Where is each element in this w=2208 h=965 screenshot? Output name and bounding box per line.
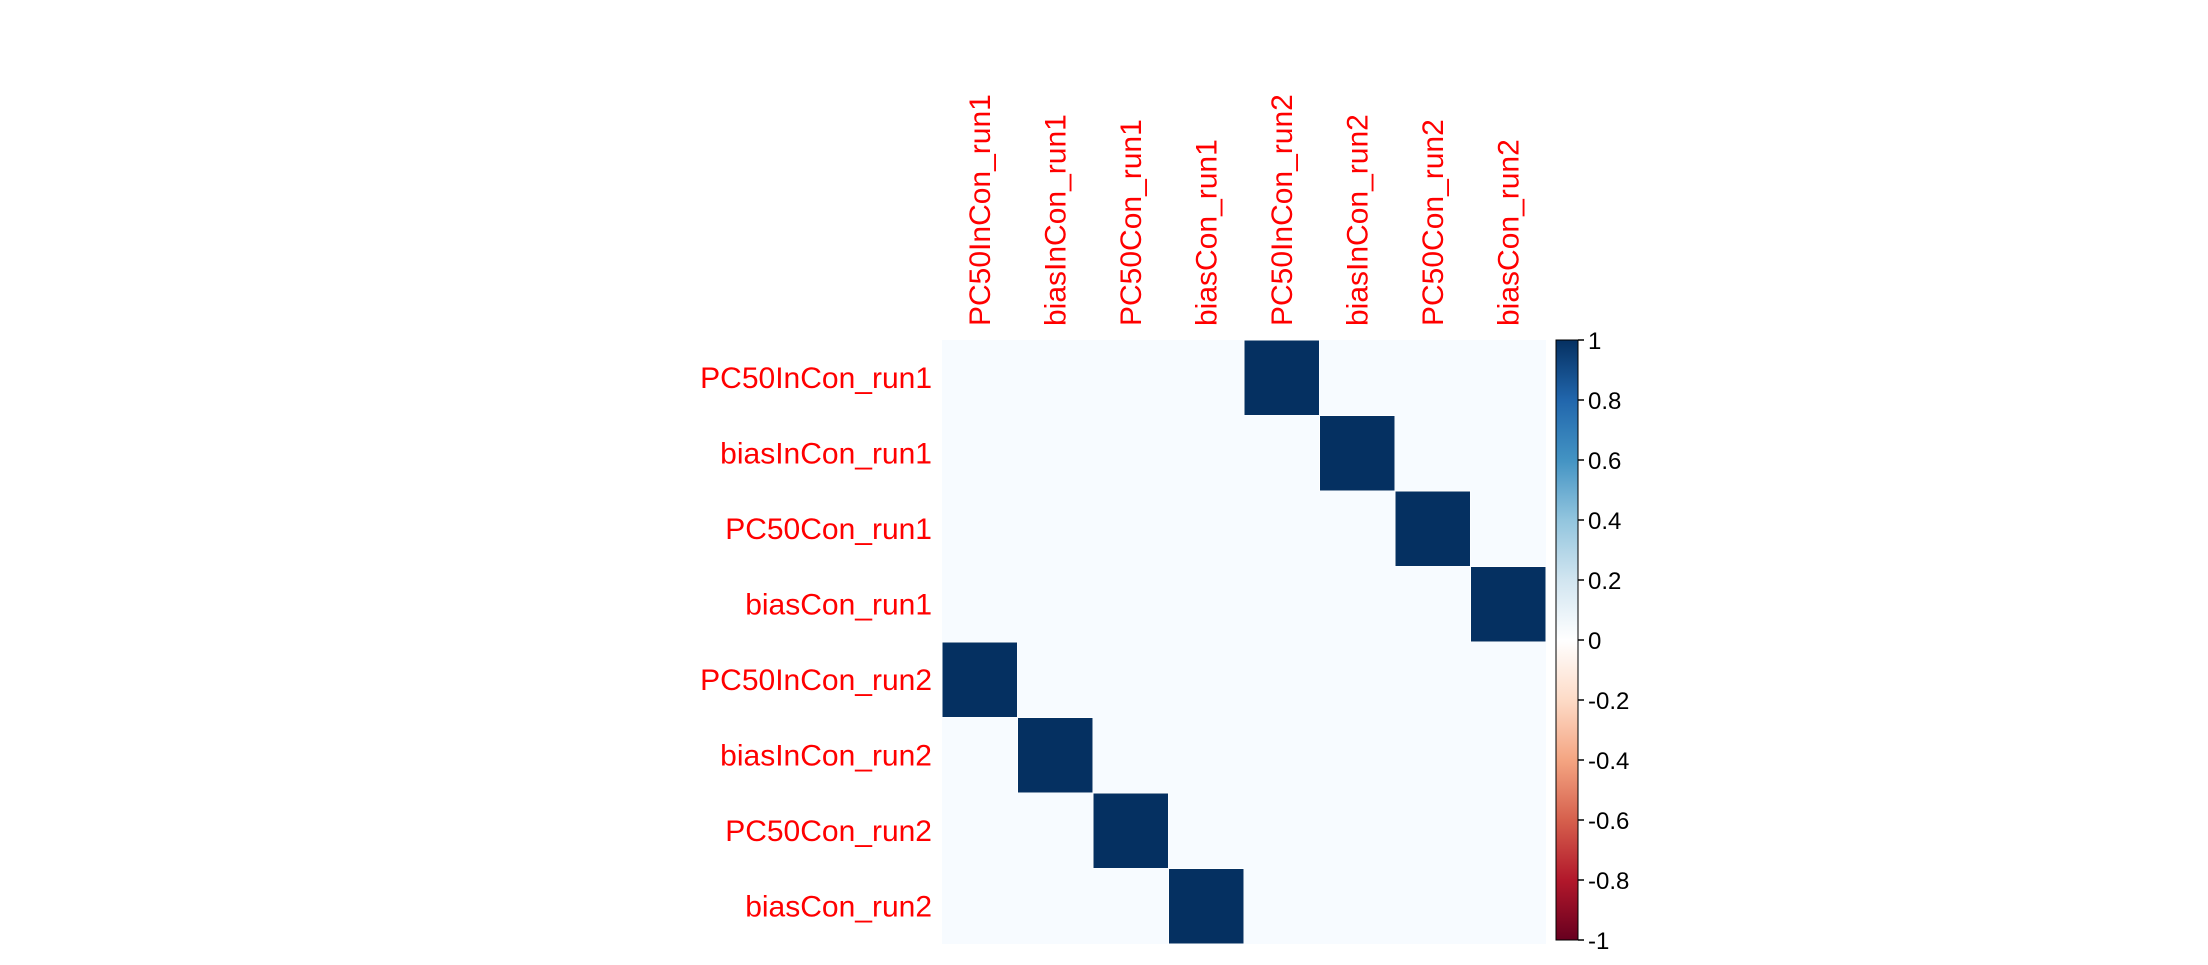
row-labels (700, 362, 932, 924)
heatmap-cell-r3-c7 (1395, 491, 1471, 567)
heatmap-cell-r4-c5 (1244, 567, 1320, 643)
heatmap-cell-r8-c6 (1320, 869, 1396, 945)
colorbar-tick-label: -0.8 (1588, 868, 1630, 895)
heatmap-cell-r6-c1 (942, 718, 1018, 794)
heatmap-cell-r4-c6 (1320, 567, 1396, 643)
heatmap-cell-r6-c6 (1320, 718, 1396, 794)
column-label: biasInCon_run1 (1039, 114, 1073, 326)
heatmap-cell-r5-c3 (1093, 642, 1169, 718)
heatmap-cell-r7-c4 (1169, 793, 1245, 869)
heatmap-cell-r7-c8 (1471, 793, 1547, 869)
heatmap-cell-r3-c6 (1320, 491, 1396, 567)
heatmap-cell-r1-c2 (1018, 340, 1094, 416)
heatmap-cell-r3-c2 (1018, 491, 1094, 567)
heatmap-cell-r2-c7 (1395, 416, 1471, 492)
heatmap-cell-r5-c1 (942, 642, 1018, 718)
heatmap-cell-r2-c6 (1320, 416, 1396, 492)
row-label: PC50Con_run1 (725, 512, 932, 546)
row-label: PC50Con_run2 (725, 814, 932, 848)
colorbar-tick-label: 1 (1588, 328, 1602, 355)
heatmap-cell-r6-c5 (1244, 718, 1320, 794)
column-label: PC50InCon_run1 (963, 94, 997, 326)
heatmap-cell-r7-c2 (1018, 793, 1094, 869)
heatmap-cell-r8-c1 (942, 869, 1018, 945)
heatmap-cell-r8-c5 (1244, 869, 1320, 945)
heatmap-cell-r8-c4 (1169, 869, 1245, 945)
heatmap-cell-r5-c4 (1169, 642, 1245, 718)
colorbar-tick-label: 0.8 (1588, 388, 1622, 415)
heatmap-cell-r4-c8 (1471, 567, 1547, 643)
colorbar-tick-label: 0.4 (1588, 508, 1622, 535)
heatmap-cell-r7-c5 (1244, 793, 1320, 869)
row-label: PC50InCon_run1 (700, 361, 932, 395)
row-label: biasInCon_run1 (720, 437, 932, 471)
column-label: PC50InCon_run2 (1265, 94, 1299, 326)
heatmap-cell-r3-c1 (942, 491, 1018, 567)
heatmap-cell-r7-c3 (1093, 793, 1169, 869)
heatmap-cell-r4-c2 (1018, 567, 1094, 643)
column-label: biasCon_run1 (1190, 139, 1224, 326)
colorbar (1556, 328, 1629, 955)
heatmap-cell-r1-c3 (1093, 340, 1169, 416)
heatmap-cell-r6-c7 (1395, 718, 1471, 794)
colorbar-tick-label: 0.2 (1588, 568, 1622, 595)
heatmap-cell-r4-c1 (942, 567, 1018, 643)
heatmap-cells (942, 340, 1546, 944)
colorbar-tick-label: 0 (1588, 628, 1602, 655)
heatmap-cell-r2-c4 (1169, 416, 1245, 492)
heatmap-cell-r1-c6 (1320, 340, 1396, 416)
column-label: biasInCon_run2 (1341, 114, 1375, 326)
heatmap-cell-r1-c1 (942, 340, 1018, 416)
heatmap-cell-r7-c6 (1320, 793, 1396, 869)
heatmap-cell-r5-c6 (1320, 642, 1396, 718)
heatmap-cell-r8-c8 (1471, 869, 1547, 945)
heatmap-cell-r2-c8 (1471, 416, 1547, 492)
heatmap-cell-r4-c7 (1395, 567, 1471, 643)
heatmap-cell-r3-c3 (1093, 491, 1169, 567)
heatmap-cell-r4-c3 (1093, 567, 1169, 643)
column-label: PC50Con_run2 (1416, 119, 1450, 326)
colorbar-tick-label: 0.6 (1588, 448, 1622, 475)
heatmap-cell-r6-c3 (1093, 718, 1169, 794)
colorbar-gradient (1556, 340, 1578, 940)
heatmap-cell-r1-c5 (1244, 340, 1320, 416)
heatmap-cell-r8-c3 (1093, 869, 1169, 945)
heatmap-cell-r8-c2 (1018, 869, 1094, 945)
heatmap-cell-r6-c2 (1018, 718, 1094, 794)
heatmap-cell-r2-c5 (1244, 416, 1320, 492)
column-label: PC50Con_run1 (1114, 119, 1148, 326)
heatmap-cell-r6-c4 (1169, 718, 1245, 794)
heatmap-cell-r1-c7 (1395, 340, 1471, 416)
heatmap-cell-r7-c7 (1395, 793, 1471, 869)
column-label: biasCon_run2 (1492, 139, 1526, 326)
heatmap-cell-r4-c4 (1169, 567, 1245, 643)
heatmap-cell-r7-c1 (942, 793, 1018, 869)
colorbar-tick-label: -0.6 (1588, 808, 1630, 835)
heatmap-cell-r2-c3 (1093, 416, 1169, 492)
heatmap-cell-r5-c7 (1395, 642, 1471, 718)
heatmap-cell-r2-c1 (942, 416, 1018, 492)
heatmap-cell-r3-c4 (1169, 491, 1245, 567)
row-label: biasCon_run2 (745, 890, 932, 924)
colorbar-tick-label: -1 (1588, 928, 1610, 955)
heatmap-cell-r5-c2 (1018, 642, 1094, 718)
row-label: biasInCon_run2 (720, 739, 932, 773)
heatmap-cell-r3-c8 (1471, 491, 1547, 567)
heatmap-cell-r6-c8 (1471, 718, 1547, 794)
heatmap-cell-r8-c7 (1395, 869, 1471, 945)
row-label: PC50InCon_run2 (700, 663, 932, 697)
row-label: biasCon_run1 (745, 588, 932, 622)
heatmap-cell-r2-c2 (1018, 416, 1094, 492)
heatmap-cell-r1-c8 (1471, 340, 1547, 416)
heatmap-cell-r5-c8 (1471, 642, 1547, 718)
colorbar-tick-label: -0.2 (1588, 688, 1630, 715)
heatmap-cell-r5-c5 (1244, 642, 1320, 718)
colorbar-tick-label: -0.4 (1588, 748, 1630, 775)
heatmap-cell-r3-c5 (1244, 491, 1320, 567)
column-labels (964, 94, 1526, 326)
heatmap-cell-r1-c4 (1169, 340, 1245, 416)
